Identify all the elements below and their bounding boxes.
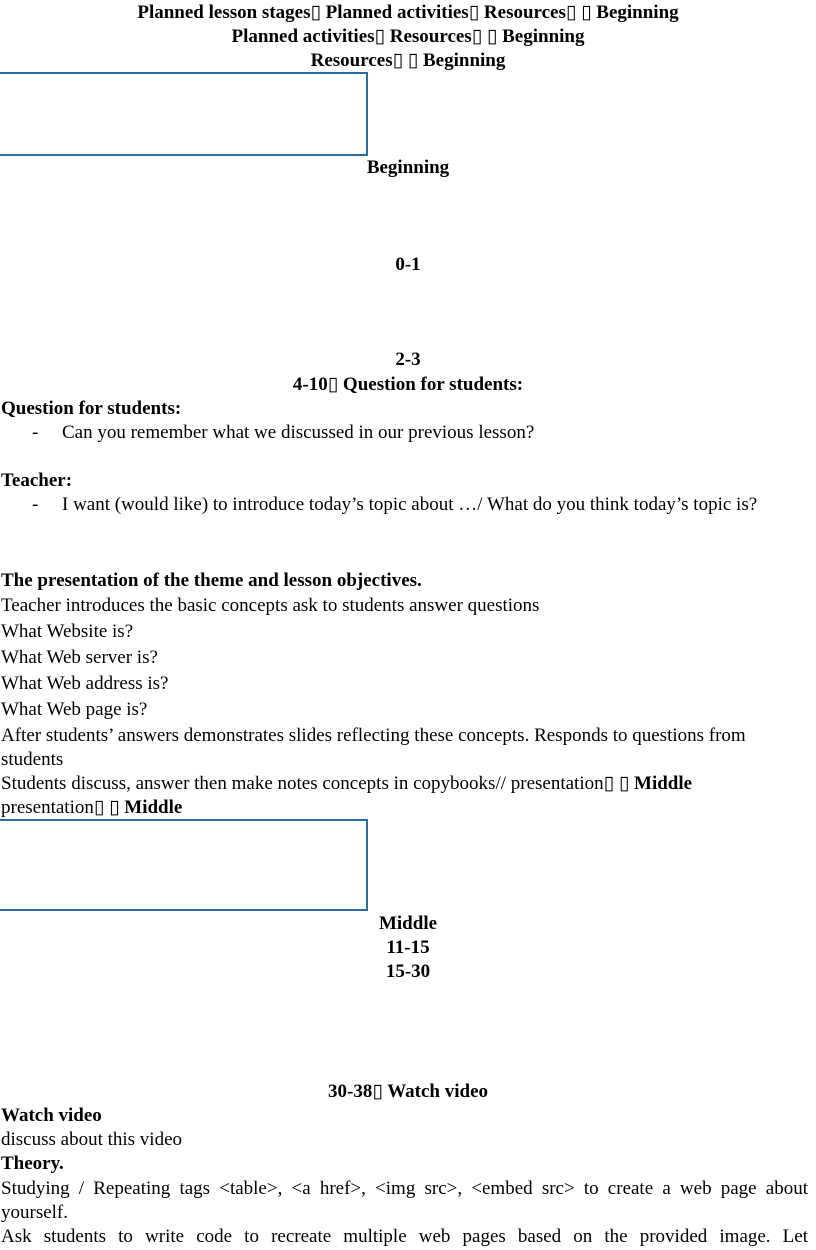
middle-label: Middle [124, 797, 183, 818]
question-web-page: What Web page is? [1, 699, 148, 720]
header-line-3: Resources▯ ▯ Beginning [310, 50, 506, 71]
time-2-3: 2-3 [395, 349, 421, 370]
presentation-intro: Teacher introduces the basic concepts ask to students answer questions [1, 595, 540, 616]
question-text: Can you remember what we discussed in our previous lesson? [62, 422, 535, 443]
time-4-10: 4-10▯ Question for students: [292, 374, 524, 395]
teacher-heading: Teacher: [1, 470, 73, 491]
header-line-1: Planned lesson stages▯ Planned activities▯ Resources▯ ▯ Beginning [137, 2, 679, 23]
theory-text-1: Studying / Repeating tags <table>, <a href>, <img src>, <embed src> to create a web page about yourself. [1, 1178, 808, 1223]
students-discuss-text: Students discuss, answer then make notes concepts in copybooks// presentation▯ ▯ [1, 773, 635, 794]
question-web-server: What Web server is? [1, 647, 158, 668]
presentation-heading: The presentation of the theme and lesson objectives. [1, 570, 422, 591]
stage-middle: Middle [378, 913, 438, 934]
time-11-15: 11-15 [386, 937, 430, 958]
time-0-1: 0-1 [395, 254, 421, 275]
presentation-after: After students’ answers demonstrates slides reflecting these concepts. Responds to questions from students [1, 725, 746, 770]
theory-text-2: Ask students to write code to recreate multiple web pages based on the provided image. Let [1, 1226, 808, 1247]
stage-beginning: Beginning [366, 157, 450, 178]
resource-frame-middle [0, 819, 368, 911]
students-discuss-line [1, 772, 808, 796]
dash-bullet: - [32, 494, 39, 515]
middle-label: Middle [634, 773, 693, 794]
resource-frame-beginning [0, 72, 368, 156]
question-website: What Website is? [1, 621, 134, 642]
questions-heading: Question for students: [1, 398, 182, 419]
header-line-2: Planned activities▯ Resources▯ ▯ Beginning [231, 26, 585, 47]
dash-bullet: - [32, 422, 39, 443]
watch-video-text: discuss about this video [1, 1129, 183, 1150]
presentation-repeat-text: presentation▯ ▯ [1, 797, 125, 818]
presentation-repeat-line [1, 796, 808, 820]
watch-video-heading: Watch video [1, 1105, 102, 1126]
time-15-30: 15-30 [385, 961, 431, 982]
theory-heading: Theory. [1, 1153, 64, 1174]
time-30-38: 30-38▯ Watch video [328, 1081, 488, 1102]
teacher-text: I want (would like) to introduce today’s topic about …/ What do you think today’s topic is? [62, 494, 758, 515]
question-web-address: What Web address is? [1, 673, 169, 694]
